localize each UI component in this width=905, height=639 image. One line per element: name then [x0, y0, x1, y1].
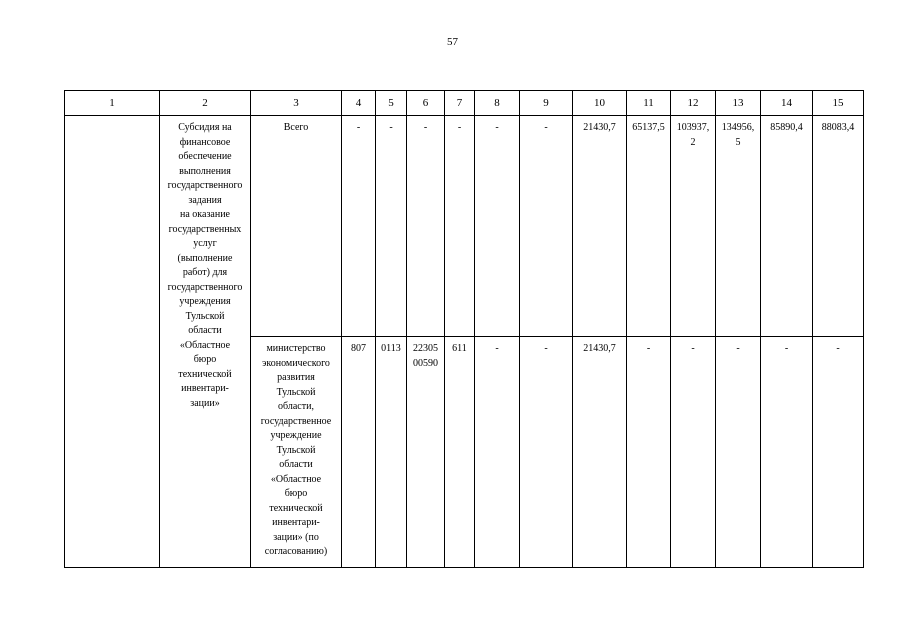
table-cell: -: [475, 116, 520, 337]
budget-table: [64, 90, 864, 568]
table-cell: -: [475, 337, 520, 568]
table-row: [65, 116, 864, 337]
table-cell: 134956, 5: [716, 116, 761, 337]
table-cell: 807: [342, 337, 376, 568]
column-header: 4: [342, 91, 376, 116]
table-cell: -: [407, 116, 445, 337]
table-cell: -: [627, 337, 671, 568]
table-cell: 88083,4: [813, 116, 864, 337]
column-header: 15: [813, 91, 864, 116]
table-cell: -: [813, 337, 864, 568]
table-cell: 0113: [376, 337, 407, 568]
table-cell: -: [520, 337, 573, 568]
table-cell: -: [761, 337, 813, 568]
column-header: 13: [716, 91, 761, 116]
column-header: 6: [407, 91, 445, 116]
executor-cell: Всего: [251, 116, 342, 337]
table-cell: 85890,4: [761, 116, 813, 337]
table-cell: -: [342, 116, 376, 337]
table-header-row: [65, 91, 864, 116]
table-cell: -: [716, 337, 761, 568]
column-header: 1: [65, 91, 160, 116]
column-header: 14: [761, 91, 813, 116]
empty-cell: [65, 116, 160, 568]
executor-cell: министерство экономического развития Тульской области, государственное учреждение Тульской области «Областное бюро технической инвентари- зации» (по согласованию): [251, 337, 342, 568]
measure-name-cell: Субсидия на финансовое обеспечение выполнения государственного задания на оказание государственных услуг (выполнение работ) для государственного учреждения Тульской области «Областное бюро технической инвентари- зации»: [160, 116, 251, 568]
table-cell: 103937, 2: [671, 116, 716, 337]
column-header: 8: [475, 91, 520, 116]
table-cell: -: [520, 116, 573, 337]
column-header: 9: [520, 91, 573, 116]
table-cell: -: [671, 337, 716, 568]
table-cell: 22305 00590: [407, 337, 445, 568]
column-header: 3: [251, 91, 342, 116]
table-cell: 611: [445, 337, 475, 568]
table-cell: 21430,7: [573, 337, 627, 568]
table-cell: -: [376, 116, 407, 337]
table-cell: -: [445, 116, 475, 337]
column-header: 12: [671, 91, 716, 116]
table-cell: 21430,7: [573, 116, 627, 337]
column-header: 10: [573, 91, 627, 116]
page-number: 57: [447, 36, 458, 48]
column-header: 2: [160, 91, 251, 116]
column-header: 11: [627, 91, 671, 116]
column-header: 5: [376, 91, 407, 116]
column-header: 7: [445, 91, 475, 116]
table-cell: 65137,5: [627, 116, 671, 337]
